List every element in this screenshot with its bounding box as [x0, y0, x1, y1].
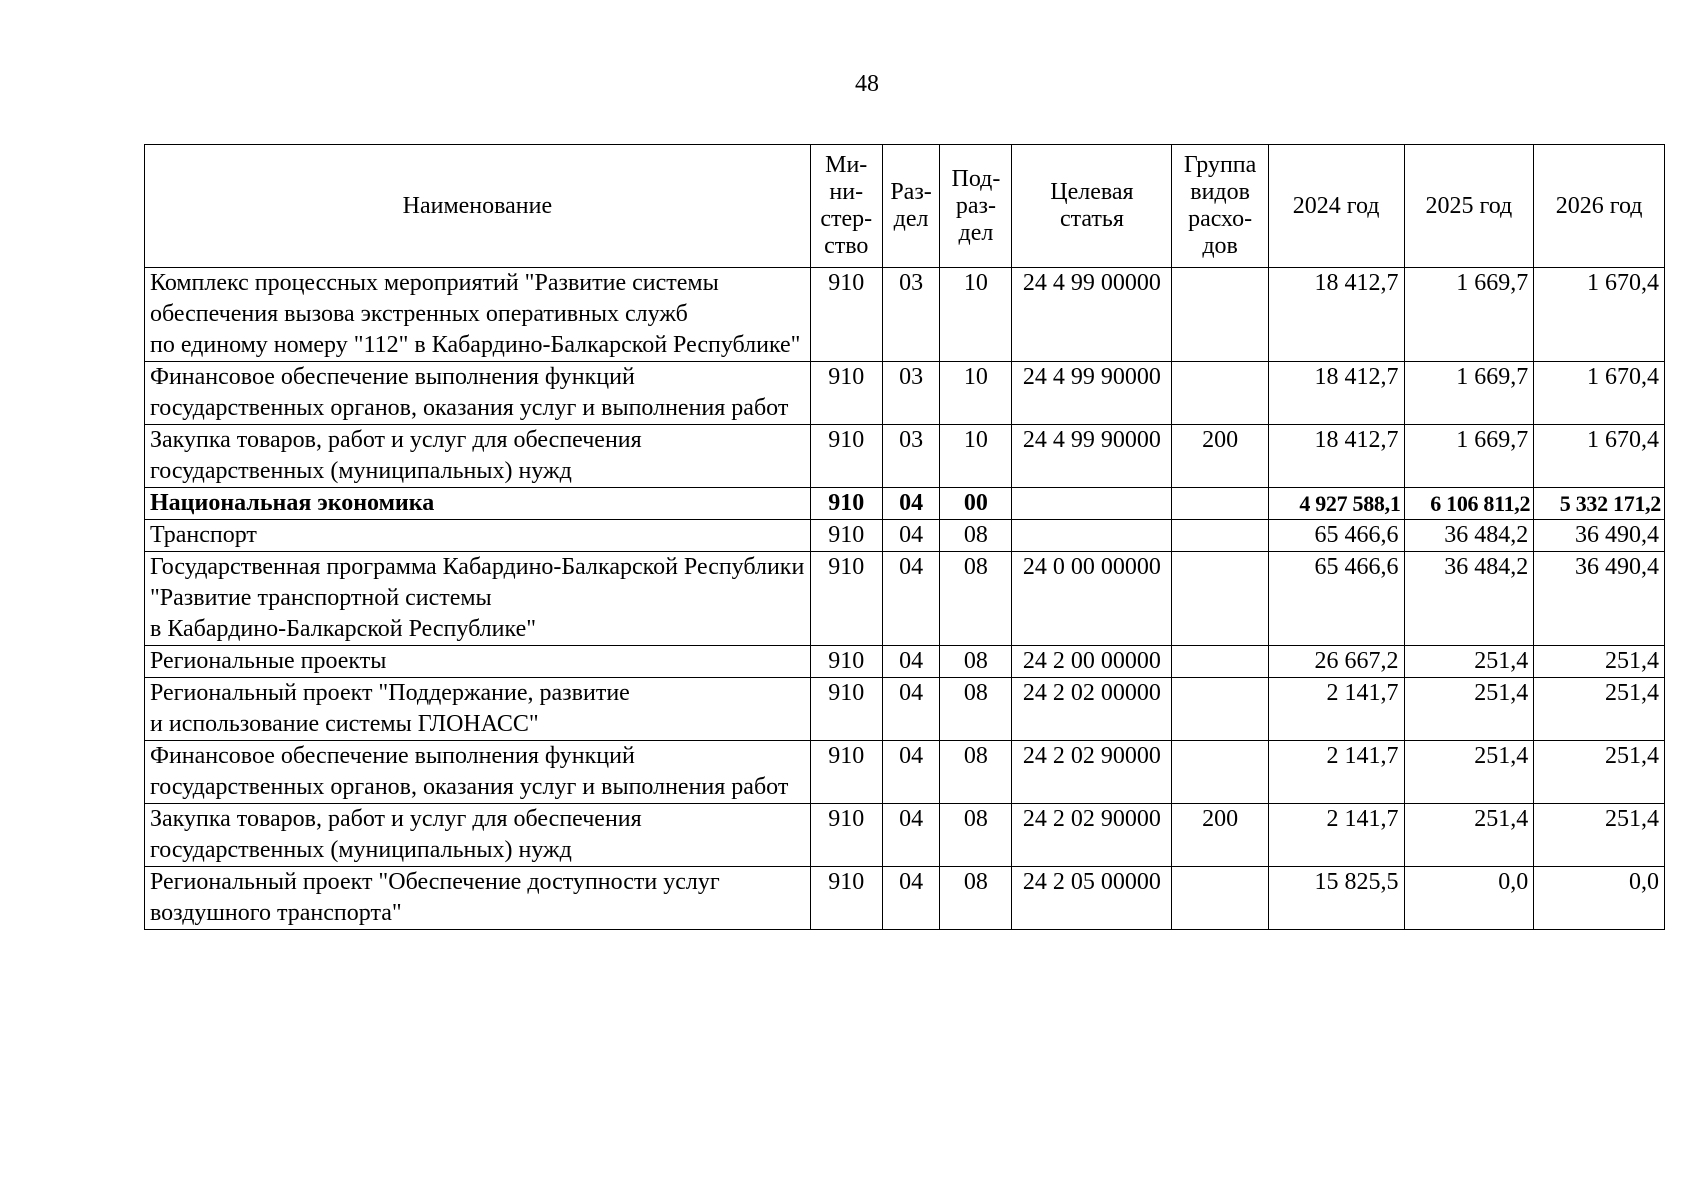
cell-section: 04 — [882, 867, 940, 930]
cell-section: 04 — [882, 804, 940, 867]
cell-name: Транспорт — [145, 520, 811, 552]
header-section: Раз- дел — [882, 145, 940, 268]
cell-2024: 2 141,7 — [1268, 741, 1404, 804]
cell-2026: 251,4 — [1534, 646, 1665, 678]
cell-name: Государственная программа Кабардино-Балкарской Республики "Развитие транспортной системы в Кабардино-Балкарской Республике" — [145, 552, 811, 646]
cell-target — [1012, 520, 1172, 552]
cell-target: 24 2 05 00000 — [1012, 867, 1172, 930]
table-row — [145, 425, 1665, 488]
cell-ministry: 910 — [810, 804, 882, 867]
cell-expense-group — [1172, 268, 1268, 362]
cell-ministry: 910 — [810, 867, 882, 930]
cell-2025: 1 669,7 — [1404, 268, 1534, 362]
cell-name: Закупка товаров, работ и услуг для обеспечения государственных (муниципальных) нужд — [145, 425, 811, 488]
cell-subsection: 08 — [940, 804, 1012, 867]
cell-target: 24 2 00 00000 — [1012, 646, 1172, 678]
cell-section: 03 — [882, 362, 940, 425]
cell-expense-group — [1172, 552, 1268, 646]
cell-2026: 5 332 171,2 — [1534, 488, 1665, 520]
cell-expense-group — [1172, 867, 1268, 930]
cell-2024: 18 412,7 — [1268, 425, 1404, 488]
cell-2026: 0,0 — [1534, 867, 1665, 930]
cell-expense-group: 200 — [1172, 425, 1268, 488]
cell-ministry: 910 — [810, 520, 882, 552]
header-subsection: Под- раз- дел — [940, 145, 1012, 268]
header-2024: 2024 год — [1268, 145, 1404, 268]
cell-subsection: 10 — [940, 362, 1012, 425]
cell-ministry: 910 — [810, 362, 882, 425]
cell-2025: 36 484,2 — [1404, 552, 1534, 646]
table-row — [145, 488, 1665, 520]
header-row — [145, 145, 1665, 268]
cell-section: 04 — [882, 678, 940, 741]
cell-expense-group — [1172, 488, 1268, 520]
cell-2024: 26 667,2 — [1268, 646, 1404, 678]
table-body — [145, 268, 1665, 930]
cell-target: 24 0 00 00000 — [1012, 552, 1172, 646]
cell-2025: 251,4 — [1404, 646, 1534, 678]
cell-2026: 251,4 — [1534, 741, 1665, 804]
cell-subsection: 08 — [940, 678, 1012, 741]
cell-2026: 1 670,4 — [1534, 425, 1665, 488]
cell-name: Финансовое обеспечение выполнения функций государственных органов, оказания услуг и выполнения работ — [145, 741, 811, 804]
cell-section: 03 — [882, 425, 940, 488]
cell-2026: 36 490,4 — [1534, 552, 1665, 646]
cell-2024: 15 825,5 — [1268, 867, 1404, 930]
cell-subsection: 10 — [940, 268, 1012, 362]
cell-2024: 2 141,7 — [1268, 804, 1404, 867]
cell-subsection: 08 — [940, 520, 1012, 552]
cell-target: 24 4 99 00000 — [1012, 268, 1172, 362]
cell-name: Региональные проекты — [145, 646, 811, 678]
cell-subsection: 10 — [940, 425, 1012, 488]
cell-ministry: 910 — [810, 488, 882, 520]
cell-name: Региональный проект "Поддержание, развитие и использование системы ГЛОНАСС" — [145, 678, 811, 741]
cell-target: 24 2 02 90000 — [1012, 804, 1172, 867]
cell-target — [1012, 488, 1172, 520]
cell-subsection: 00 — [940, 488, 1012, 520]
header-ministry: Ми- ни- стер- ство — [810, 145, 882, 268]
table-row — [145, 741, 1665, 804]
budget-table — [144, 144, 1665, 930]
cell-2024: 65 466,6 — [1268, 520, 1404, 552]
header-expense-group: Группа видов расхо- дов — [1172, 145, 1268, 268]
cell-2026: 251,4 — [1534, 678, 1665, 741]
cell-2026: 1 670,4 — [1534, 362, 1665, 425]
cell-subsection: 08 — [940, 741, 1012, 804]
table-row — [145, 552, 1665, 646]
table-row — [145, 646, 1665, 678]
table-row — [145, 804, 1665, 867]
cell-section: 04 — [882, 520, 940, 552]
table-row — [145, 520, 1665, 552]
table-row — [145, 678, 1665, 741]
cell-expense-group — [1172, 678, 1268, 741]
cell-name: Закупка товаров, работ и услуг для обеспечения государственных (муниципальных) нужд — [145, 804, 811, 867]
cell-expense-group — [1172, 520, 1268, 552]
cell-2025: 251,4 — [1404, 678, 1534, 741]
cell-2025: 36 484,2 — [1404, 520, 1534, 552]
header-name: Наименование — [145, 145, 811, 268]
cell-2025: 1 669,7 — [1404, 425, 1534, 488]
header-target: Целевая статья — [1012, 145, 1172, 268]
cell-subsection: 08 — [940, 867, 1012, 930]
cell-2024: 4 927 588,1 — [1268, 488, 1404, 520]
cell-section: 03 — [882, 268, 940, 362]
cell-2024: 65 466,6 — [1268, 552, 1404, 646]
cell-section: 04 — [882, 646, 940, 678]
cell-ministry: 910 — [810, 646, 882, 678]
cell-2026: 36 490,4 — [1534, 520, 1665, 552]
cell-2025: 0,0 — [1404, 867, 1534, 930]
header-2026: 2026 год — [1534, 145, 1665, 268]
cell-ministry: 910 — [810, 678, 882, 741]
cell-2024: 18 412,7 — [1268, 268, 1404, 362]
cell-section: 04 — [882, 488, 940, 520]
cell-target: 24 2 02 00000 — [1012, 678, 1172, 741]
cell-2025: 1 669,7 — [1404, 362, 1534, 425]
cell-expense-group — [1172, 741, 1268, 804]
cell-2024: 18 412,7 — [1268, 362, 1404, 425]
cell-subsection: 08 — [940, 552, 1012, 646]
cell-ministry: 910 — [810, 425, 882, 488]
cell-2026: 251,4 — [1534, 804, 1665, 867]
cell-2025: 251,4 — [1404, 804, 1534, 867]
header-2025: 2025 год — [1404, 145, 1534, 268]
cell-name: Комплекс процессных мероприятий "Развитие системы обеспечения вызова экстренных оперативных служб по единому номеру "112" в Кабардино-Балкарской Республике" — [145, 268, 811, 362]
cell-section: 04 — [882, 741, 940, 804]
cell-ministry: 910 — [810, 268, 882, 362]
cell-name: Региональный проект "Обеспечение доступности услуг воздушного транспорта" — [145, 867, 811, 930]
cell-expense-group — [1172, 362, 1268, 425]
cell-expense-group — [1172, 646, 1268, 678]
cell-2025: 251,4 — [1404, 741, 1534, 804]
table-row — [145, 867, 1665, 930]
cell-ministry: 910 — [810, 552, 882, 646]
cell-name: Национальная экономика — [145, 488, 811, 520]
cell-expense-group: 200 — [1172, 804, 1268, 867]
table-row — [145, 362, 1665, 425]
cell-target: 24 4 99 90000 — [1012, 425, 1172, 488]
cell-2024: 2 141,7 — [1268, 678, 1404, 741]
cell-name: Финансовое обеспечение выполнения функций государственных органов, оказания услуг и выполнения работ — [145, 362, 811, 425]
cell-2025: 6 106 811,2 — [1404, 488, 1534, 520]
cell-subsection: 08 — [940, 646, 1012, 678]
cell-section: 04 — [882, 552, 940, 646]
cell-target: 24 4 99 90000 — [1012, 362, 1172, 425]
cell-target: 24 2 02 90000 — [1012, 741, 1172, 804]
cell-2026: 1 670,4 — [1534, 268, 1665, 362]
table-row — [145, 268, 1665, 362]
page-number: 48 — [855, 71, 879, 97]
cell-ministry: 910 — [810, 741, 882, 804]
